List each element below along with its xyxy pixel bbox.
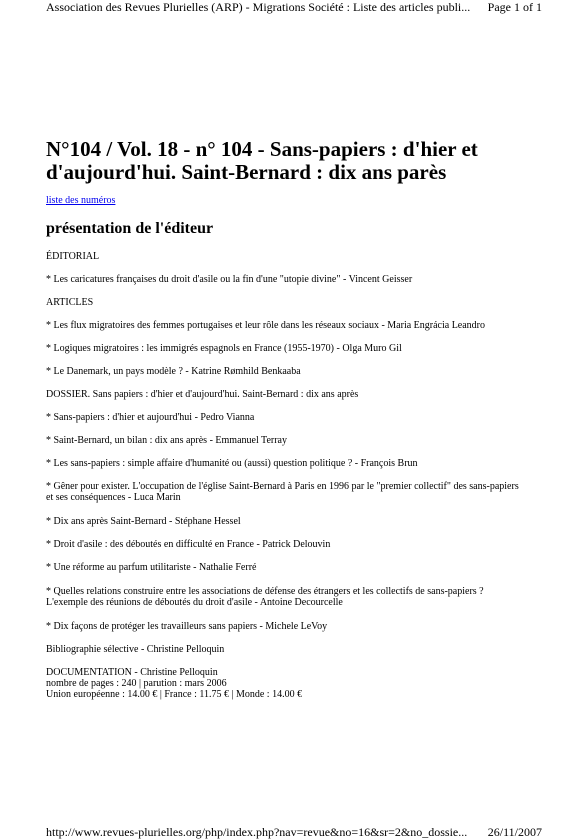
list-item: * Dix ans après Saint-Bernard - Stéphane Hessel [46, 516, 241, 527]
list-item: * Les caricatures françaises du droit d'asile ou la fin d'une "utopie divine" - Vincent Geisser [46, 274, 413, 285]
price-line: Union européenne : 14.00 € | France : 11.75 € | Monde : 14.00 € [46, 689, 303, 700]
list-item: * Les flux migratoires des femmes portugaises et leur rôle dans les réseaux sociaux - Maria Engrácia Leandro [46, 320, 486, 331]
documentation-line: DOCUMENTATION - Christine Pelloquin [46, 667, 218, 678]
list-item: * Logiques migratoires : les immigrés espagnols en France (1955-1970) - Olga Muro Gil [46, 343, 402, 354]
documentation-block [46, 667, 524, 700]
list-item: * Quelles relations construire entre les associations de défense des étrangers et les collectifs de sans-papiers ? L'exemple des réunions de déboutés du droit d'asile - Antoine Decourcelle [46, 586, 484, 608]
editorial-heading: ÉDITORIAL [46, 251, 100, 262]
list-item: * Sans-papiers : d'hier et aujourd'hui - Pedro Vianna [46, 412, 255, 423]
print-header-page: Page 1 of 1 [487, 0, 542, 14]
print-footer-url: http://www.revues-plurielles.org/php/index.php?nav=revue&no=16&sr=2&no_dossie... [46, 825, 468, 839]
articles-heading: ARTICLES [46, 297, 94, 308]
list-item: * Le Danemark, un pays modèle ? - Katrine Rømhild Benkaaba [46, 366, 301, 377]
section-heading: présentation de l'éditeur [46, 220, 214, 237]
list-item: * Une réforme au parfum utilitariste - Nathalie Ferré [46, 562, 257, 573]
list-item: * Saint-Bernard, un bilan : dix ans après - Emmanuel Terray [46, 435, 287, 446]
page-count-line: nombre de pages : 240 | parution : mars 2006 [46, 678, 227, 689]
list-item: * Gêner pour exister. L'occupation de l'église Saint-Bernard à Paris en 1996 par le "premier collectif" des sans-papiers et ses conséquences - Luca Marin [46, 481, 519, 503]
list-item: * Droit d'asile : des déboutés en difficulté en France - Patrick Delouvin [46, 539, 331, 550]
dossier-heading: DOSSIER. Sans papiers : d'hier et d'aujourd'hui. Saint-Bernard : dix ans après [46, 389, 359, 400]
print-header [46, 0, 542, 14]
page-title: N°104 / Vol. 18 - n° 104 - Sans-papiers : d'hier et d'aujourd'hui. Saint-Bernard : dix ans parès [46, 137, 478, 184]
print-footer [46, 825, 542, 839]
print-header-title: Association des Revues Plurielles (ARP) - Migrations Société : Liste des articles publi... [46, 0, 471, 14]
issues-list-link[interactable]: liste des numéros [46, 195, 116, 206]
list-item: * Dix façons de protéger les travailleurs sans papiers - Michele LeVoy [46, 621, 328, 632]
bibliography-line: Bibliographie sélective - Christine Pelloquin [46, 644, 225, 655]
print-footer-date: 26/11/2007 [487, 825, 542, 839]
list-item: * Les sans-papiers : simple affaire d'humanité ou (aussi) question politique ? - François Brun [46, 458, 418, 469]
